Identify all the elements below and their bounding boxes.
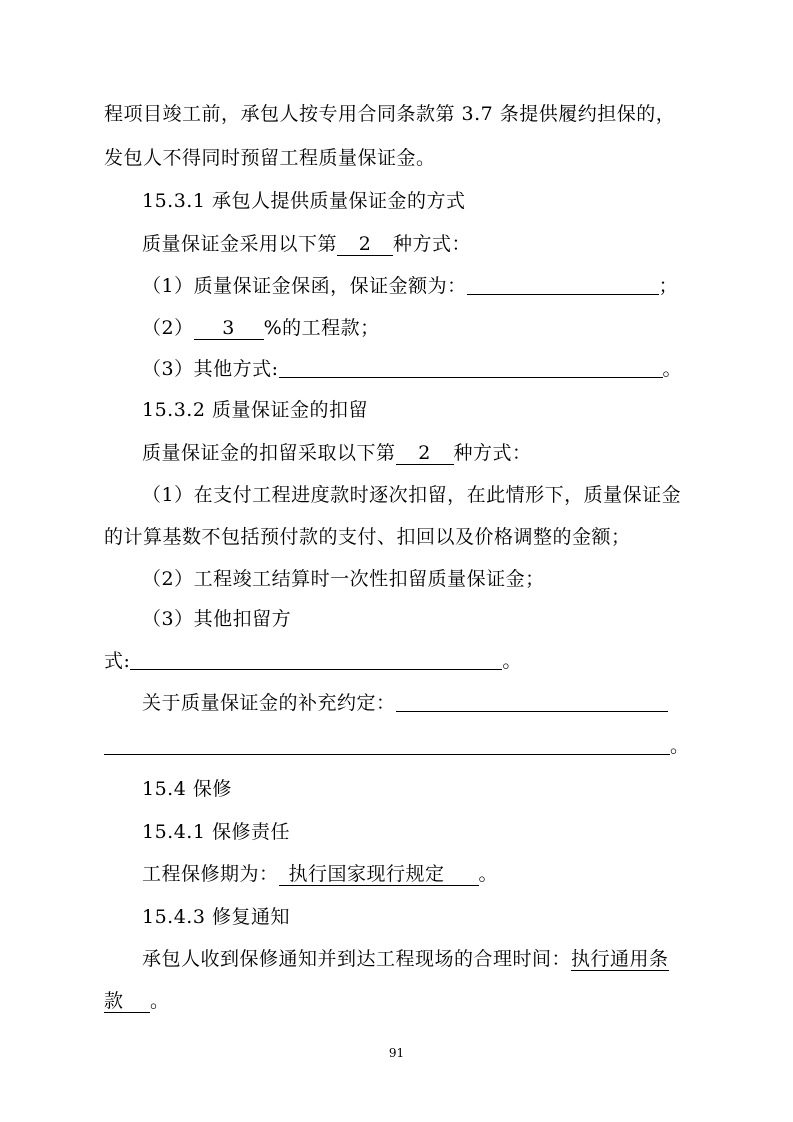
paragraph-line: 的计算基数不包括预付款的支付、扣回以及价格调整的金额； xyxy=(104,526,631,548)
label-text: （3）其他方式: xyxy=(142,358,279,380)
label-text: 式: xyxy=(104,650,131,672)
paragraph-line xyxy=(142,861,498,887)
section-heading-15-4-1: 15.4.1 保修责任 xyxy=(142,821,290,843)
blank-line xyxy=(279,357,663,378)
label-text: %的工程款； xyxy=(263,317,380,339)
section-heading-15-4: 15.4 保修 xyxy=(142,778,232,800)
fill-in-value: 2 xyxy=(337,233,393,256)
paragraph-line: （3）其他扣留方 xyxy=(142,608,292,630)
label-text: 关于质量保证金的补充约定： xyxy=(142,692,396,714)
blank-line xyxy=(130,649,502,670)
page-number: 91 xyxy=(388,1046,405,1060)
label-text: （1）质量保证金保函，保证金额为： xyxy=(142,275,467,297)
section-heading-15-4-3: 15.4.3 修复通知 xyxy=(142,906,290,928)
label-text: 。 xyxy=(478,863,499,885)
label-text: 种方式： xyxy=(393,233,472,255)
label-text: 。 xyxy=(150,990,170,1012)
paragraph-line xyxy=(104,648,522,674)
blank-line xyxy=(396,691,668,712)
paragraph-line xyxy=(142,231,471,257)
paragraph-line xyxy=(142,356,682,382)
paragraph-line xyxy=(142,690,668,716)
blank-line xyxy=(467,274,659,295)
label-text: 质量保证金采用以下第 xyxy=(142,233,338,255)
fill-in-value: 款 xyxy=(104,990,150,1013)
label-text: （2） xyxy=(142,317,194,339)
label-text: 承包人收到保修通知并到达工程现场的合理时间： xyxy=(142,948,572,970)
paragraph-line: 程项目竣工前，承包人按专用合同条款第 3.7 条提供履约担保的， xyxy=(104,103,676,125)
paragraph-line xyxy=(142,440,532,466)
paragraph-line: （2）工程竣工结算时一次性扣留质量保证金； xyxy=(142,568,545,590)
label-text: ； xyxy=(658,275,679,297)
label-text: 工程保修期为： xyxy=(142,863,279,885)
fill-in-value: 执行通用条 xyxy=(571,948,669,970)
label-text: 质量保证金的扣留采取以下第 xyxy=(142,442,396,464)
label-text: 。 xyxy=(502,650,522,672)
fill-in-value: 2 xyxy=(396,442,454,465)
paragraph-line xyxy=(142,946,669,972)
section-heading-15-3-1: 15.3.1 承包人提供质量保证金的方式 xyxy=(142,190,466,212)
fill-in-value: 执行国家现行规定 xyxy=(279,863,479,886)
section-heading-15-3-2: 15.3.2 质量保证金的扣留 xyxy=(142,399,368,421)
label-text: 种方式： xyxy=(453,442,532,464)
fill-in-value: 3 xyxy=(194,317,264,340)
blank-line xyxy=(104,734,670,755)
paragraph-line xyxy=(104,733,690,759)
paragraph-line xyxy=(104,988,170,1014)
paragraph-line xyxy=(142,315,380,341)
label-text: 。 xyxy=(670,735,690,757)
paragraph-line xyxy=(142,273,678,299)
paragraph-line: （1）在支付工程进度款时逐次扣留，在此情形下，质量保证金 xyxy=(142,484,682,506)
label-text: 。 xyxy=(662,358,683,380)
paragraph-line: 发包人不得同时预留工程质量保证金。 xyxy=(104,147,436,169)
